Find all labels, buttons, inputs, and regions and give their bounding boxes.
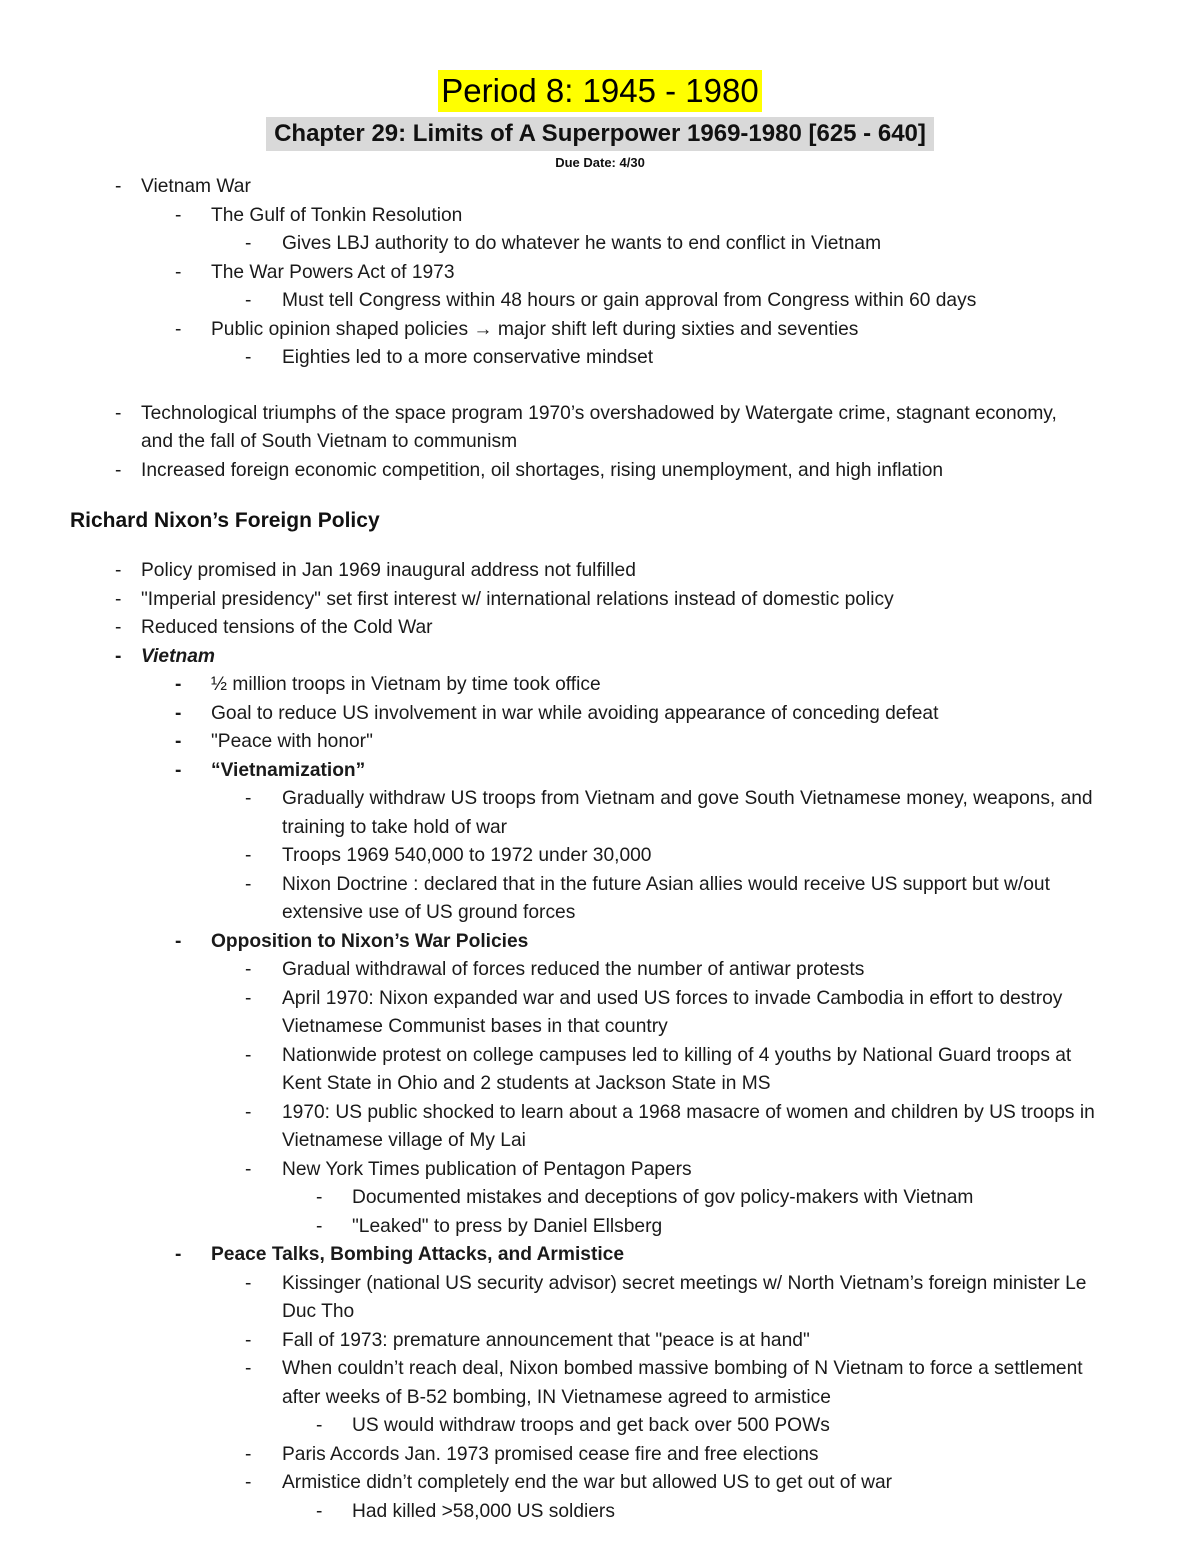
bullet-dash: - [115,402,122,424]
list-item [0,1469,1112,1498]
list-item [0,985,1112,1042]
page-title: Period 8: 1945 - 1980 [438,70,761,112]
bullet-dash: - [245,1158,252,1180]
list-item [0,1156,1112,1185]
bullet-dash: - [115,645,122,667]
list-item [0,1241,1091,1270]
item-text: When couldn’t reach deal, Nixon bombed massive bombing of N Vietnam to force a settlement after weeks of B-52 bombing, IN Vietnamese agreed to armistice [282,1358,1083,1408]
item-text: Armistice didn’t completely end the war but allowed US to get out of war [282,1472,893,1493]
list-item [0,1441,1112,1470]
list-item [0,928,1091,957]
list-item [0,1270,1112,1327]
bullet-dash: - [245,1329,252,1351]
item-text: US would withdraw troops and get back over 500 POWs [352,1415,830,1436]
bullet-dash: - [245,1272,252,1294]
bullet-dash: - [245,873,252,895]
subheading-vietnam: Vietnam [141,645,215,667]
item-text: Reduced tensions of the Cold War [141,617,433,638]
item-text: Paris Accords Jan. 1973 promised cease fire and free elections [282,1443,819,1465]
bullet-dash: - [115,617,122,638]
bullet-dash: - [245,845,252,866]
list-item [0,1184,1112,1213]
due-date-container [0,153,1200,173]
bullet-dash: - [245,987,252,1009]
list-item [0,728,1091,757]
list-item [0,259,1091,288]
bullet-dash: - [115,560,122,581]
item-text: Policy promised in Jan 1969 inaugural address not fulfilled [141,560,636,581]
bullet-dash: - [245,1443,252,1465]
list-item [0,173,1081,202]
list-item [0,871,1112,928]
item-text: Increased foreign economic competition, oil shortages, rising unemployment, and high inflation [141,459,944,481]
subheading-peace-talks: Peace Talks, Bombing Attacks, and Armistice [211,1244,625,1265]
list-item [0,614,1081,643]
list-item [0,230,1112,259]
item-text: Goal to reduce US involvement in war while avoiding appearance of conceding defeat [211,702,939,724]
bullet-dash: - [175,930,182,952]
list-item [0,1099,1112,1156]
item-text: Eighties led to a more conservative mindset [282,347,654,368]
item-text: "Leaked" to press by Daniel Ellsberg [352,1215,663,1237]
due-date: Due Date: 4/30 [555,155,645,170]
list-item [0,1327,1112,1356]
list-item [0,1412,1112,1441]
item-text: Technological triumphs of the space program 1970’s overshadowed by Watergate crime, stagnant economy, and the fall of South Vietnam to communism [141,402,1057,452]
list-item [0,202,1091,231]
list-item [0,1498,1112,1527]
bullet-dash: - [115,588,122,610]
item-text: 1970: US public shocked to learn about a 1968 masacre of women and children by US troops in Vietnamese village of My Lai [282,1101,1095,1151]
item-text: Kissinger (national US security advisor) secret meetings w/ North Vietnam’s foreign minister Le Duc Tho [282,1272,1087,1322]
bullet-dash: - [175,759,182,781]
list-item [0,1042,1112,1099]
item-text: New York Times publication of Pentagon Papers [282,1158,692,1180]
chapter-container [0,117,1200,151]
item-text: ½ million troops in Vietnam by time took office [211,674,601,695]
item-text: "Imperial presidency" set first interest w/ international relations instead of domestic policy [141,588,894,610]
bullet-dash: - [175,318,182,340]
item-text: The War Powers Act of 1973 [211,261,455,283]
item-text: Troops 1969 540,000 to 1972 under 30,000 [282,845,652,866]
item-text: Must tell Congress within 48 hours or gain approval from Congress within 60 days [282,290,977,311]
blank-line [0,373,1200,400]
bullet-dash: - [245,1101,252,1123]
list-item [0,700,1091,729]
bullet-dash: - [316,1415,323,1436]
item-text: Nationwide protest on college campuses led to killing of 4 youths by National Guard troops at Kent State in Ohio and 2 students at Jackson State in MS [282,1044,1072,1094]
item-text: Gradually withdraw US troops from Vietnam and gove South Vietnamese money, weapons, and training to take hold of war [282,788,1093,838]
list-item [0,956,1112,985]
list-item [0,1213,1112,1242]
item-text: Gradual withdrawal of forces reduced the number of antiwar protests [282,959,865,980]
bullet-dash: - [245,1358,252,1379]
bullet-dash: - [245,959,252,980]
bullet-dash: - [175,1244,182,1265]
bullet-dash: - [115,176,122,197]
list-item [0,643,1081,672]
list-item [0,586,1081,615]
item-text: The Gulf of Tonkin Resolution [211,204,463,226]
bullet-dash: - [316,1215,323,1237]
list-item [0,316,1091,345]
bullet-dash: - [175,702,182,724]
item-text: Vietnam War [141,176,251,197]
item-text: Gives LBJ authority to do whatever he wants to end conflict in Vietnam [282,233,882,254]
list-item [0,557,1081,586]
bullet-dash: - [175,731,182,752]
bullet-dash: - [175,261,182,283]
chapter-heading: Chapter 29: Limits of A Superpower 1969-1980 [625 - 640] [266,117,934,151]
list-item [0,757,1091,786]
bullet-dash: - [245,1044,252,1066]
item-text: "Peace with honor" [211,731,373,752]
list-item [0,671,1091,700]
list-item [0,1355,1112,1412]
item-text: Had killed >58,000 US soldiers [352,1500,615,1522]
item-text: Documented mistakes and deceptions of gov policy-makers with Vietnam [352,1187,974,1208]
subheading-opposition: Opposition to Nixon’s War Policies [211,930,529,952]
list-item [0,287,1112,316]
bullet-dash: - [316,1500,323,1522]
bullet-dash: - [175,674,182,695]
notes-body [0,173,1200,1526]
list-item [0,457,1081,486]
subheading-vietnamization: “Vietnamization” [211,759,366,781]
bullet-dash: - [245,233,252,254]
list-item [0,842,1112,871]
item-text: Public opinion shaped policies → major shift left during sixties and seventies [211,318,859,340]
bullet-dash: - [115,459,122,481]
section-heading: Richard Nixon’s Foreign Policy [70,509,380,532]
item-text: Fall of 1973: premature announcement that "peace is at hand" [282,1329,810,1351]
list-item [0,785,1112,842]
bullet-dash: - [245,290,252,311]
item-text: April 1970: Nixon expanded war and used US forces to invade Cambodia in effort to destroy Vietnamese Communist bases in that country [282,987,1063,1037]
list-item [0,400,1081,457]
bullet-dash: - [245,347,252,368]
bullet-dash: - [245,788,252,809]
bullet-dash: - [175,204,182,226]
list-item [0,344,1112,373]
item-text: Nixon Doctrine : declared that in the future Asian allies would receive US support but w/out extensive use of US ground forces [282,873,1050,923]
bullet-dash: - [316,1187,323,1208]
bullet-dash: - [245,1472,252,1493]
title-container [0,70,1200,112]
